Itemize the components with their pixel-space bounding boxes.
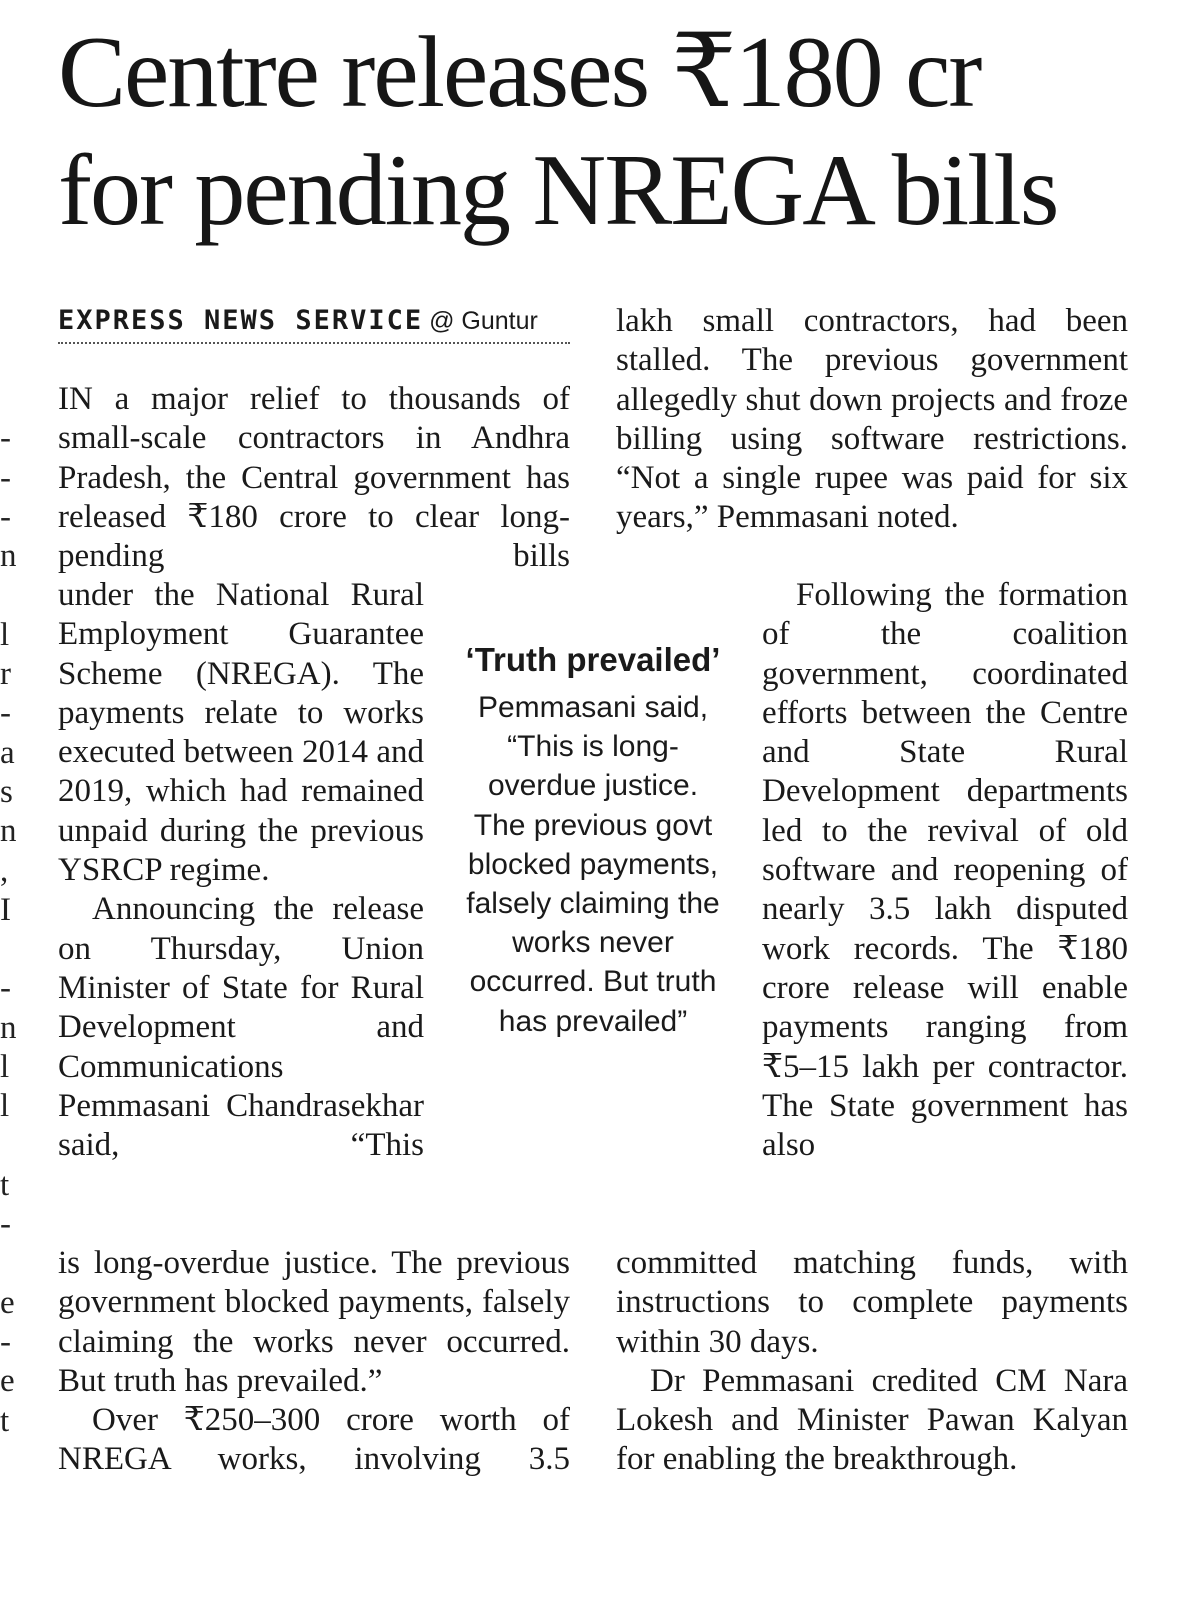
edge-fragment [0,576,16,615]
column-2-narrow [762,576,1128,1165]
edge-fragment: n [0,538,16,575]
column-2-top [616,302,1128,538]
edge-fragment: l [0,616,10,653]
edge-fragment: I [0,891,11,928]
edge-fragment: l [0,1088,10,1125]
edge-fragment [0,930,16,969]
edge-fragment: - [0,695,11,732]
pull-quote-text: Pemmasani said, “This is long-overdue justice. The previous govt blocked payments, falsely claiming the works never occurred. But truth has prevailed” [466,691,720,1038]
col1-paragraph-1-cont: under the National Rural Employment Guarantee Scheme (NREGA). The payments relate to works executed between 2014 and 2019, which had remained unpaid during the previous YSRCP regime. [58,577,424,889]
edge-fragment: e [0,1363,15,1400]
col1-paragraph-3: Over ₹250–300 crore worth of NREGA works, involving 3.5 [58,1402,570,1478]
edge-fragment: s [0,773,13,810]
edge-fragment: , [0,852,9,889]
edge-fragment: - [0,459,11,496]
column-1-narrow [58,576,424,1165]
pull-quote-title: ‘Truth prevailed’ [465,641,721,678]
edge-fragment: - [0,1206,11,1243]
edge-fragment [0,1245,16,1284]
edge-fragment: - [0,420,11,457]
edge-fragment: a [0,734,15,771]
pull-quote [462,640,724,1041]
byline-agency: EXPRESS NEWS SERVICE [58,305,424,336]
col2-paragraph-2: Following the formation of the coalition government, coordinated efforts between the Centre and State Rural Development departments led to the revival of old software and reopening of nearly 3.5 lakh disputed work records. The ₹180 crore release will enable payments ranging from ₹5–15 lakh per contractor. The State government has also [762,577,1128,1164]
edge-fragment: n [0,813,16,850]
edge-fragment: - [0,498,11,535]
byline-place: @ Guntur [429,307,538,335]
headline [58,14,1168,250]
col2-paragraph-2-cont: committed matching funds, with instructions to complete payments within 30 days. [616,1245,1128,1360]
edge-fragment: - [0,970,11,1007]
col2-paragraph-1: lakh small contractors, had been stalled. The previous government allegedly shut down projects and froze billing using software restrictions. “Not a single rupee was paid for six years,” Pemmasani noted. [616,303,1128,536]
byline [58,305,570,344]
edge-fragment: l [0,1049,10,1086]
column-1-top [58,380,570,576]
adjacent-article-fragments [0,380,16,1441]
col1-paragraph-2: Announcing the release on Thursday, Union Minister of State for Rural Development and Communications Pemmasani Chandrasekhar said, “This [58,891,424,1164]
headline-line-1: Centre releases ₹180 cr [58,16,981,129]
edge-fragment: e [0,1284,15,1321]
edge-fragment: r [0,656,11,693]
col1-paragraph-1: IN a major relief to thousands of small-scale contractors in Andhra Pradesh, the Central government has released ₹180 crore to clear long-pending bills [58,381,570,575]
edge-fragment: t [0,1166,10,1203]
headline-line-2: for pending NREGA bills [58,134,1058,247]
edge-fragment [0,1127,16,1166]
col1-paragraph-2-cont: is long-overdue justice. The previous government blocked payments, falsely claiming the works never occurred. But truth has prevailed.” [58,1245,570,1399]
edge-fragment: n [0,1009,16,1046]
column-2-bottom [616,1244,1128,1480]
edge-fragment: - [0,1324,11,1361]
col2-paragraph-3: Dr Pemmasani credited CM Nara Lokesh and Minister Pawan Kalyan for enabling the breakthrough. [616,1362,1128,1478]
column-1-bottom [58,1244,570,1480]
edge-fragment: t [0,1402,10,1439]
edge-fragment [0,380,16,419]
